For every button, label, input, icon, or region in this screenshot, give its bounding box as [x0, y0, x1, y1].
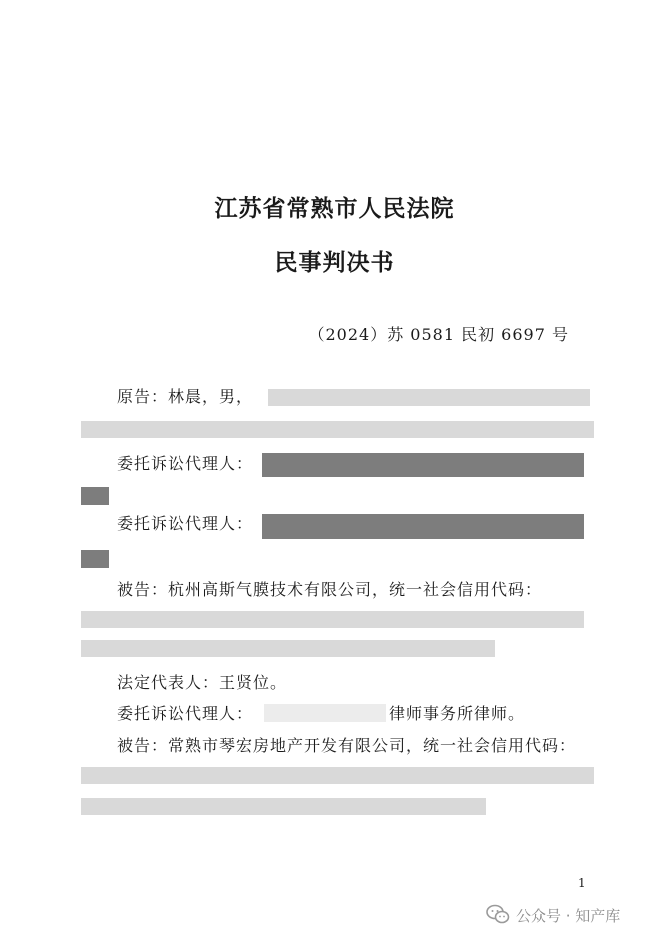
page-number: 1 [578, 876, 586, 890]
defendant-1-line: 被告：杭州高斯气膜技术有限公司，统一社会信用代码： [117, 580, 543, 599]
redaction-block [262, 453, 584, 477]
redaction-block [81, 640, 495, 657]
case-number: （2024）苏 0581 民初 6697 号 [308, 325, 569, 344]
legal-representative-line: 法定代表人：王贤位。 [117, 673, 288, 692]
redaction-block [81, 550, 109, 568]
court-name-heading: 江苏省常熟市人民法院 [214, 196, 455, 222]
redaction-block [264, 704, 386, 722]
redaction-block [81, 611, 584, 628]
redaction-block [81, 421, 594, 438]
plaintiff-line: 原告：林晨，男， [117, 387, 254, 406]
redaction-block [262, 514, 584, 539]
document-type-heading: 民事判决书 [274, 250, 395, 276]
agent-2-label: 委托诉讼代理人： [117, 514, 254, 533]
redaction-block [81, 767, 594, 784]
agent-1-label: 委托诉讼代理人： [117, 454, 254, 473]
agent-3-firm-suffix: 律师事务所律师。 [389, 704, 526, 723]
redaction-block [81, 487, 109, 505]
agent-3-label: 委托诉讼代理人： [117, 704, 254, 723]
redaction-block [268, 389, 590, 406]
watermark [486, 904, 620, 926]
wechat-icon [486, 904, 510, 926]
watermark-text: 公众号 · 知产库 [516, 906, 621, 925]
defendant-2-line: 被告：常熟市琴宏房地产开发有限公司，统一社会信用代码： [117, 736, 577, 755]
redaction-block [81, 798, 486, 815]
